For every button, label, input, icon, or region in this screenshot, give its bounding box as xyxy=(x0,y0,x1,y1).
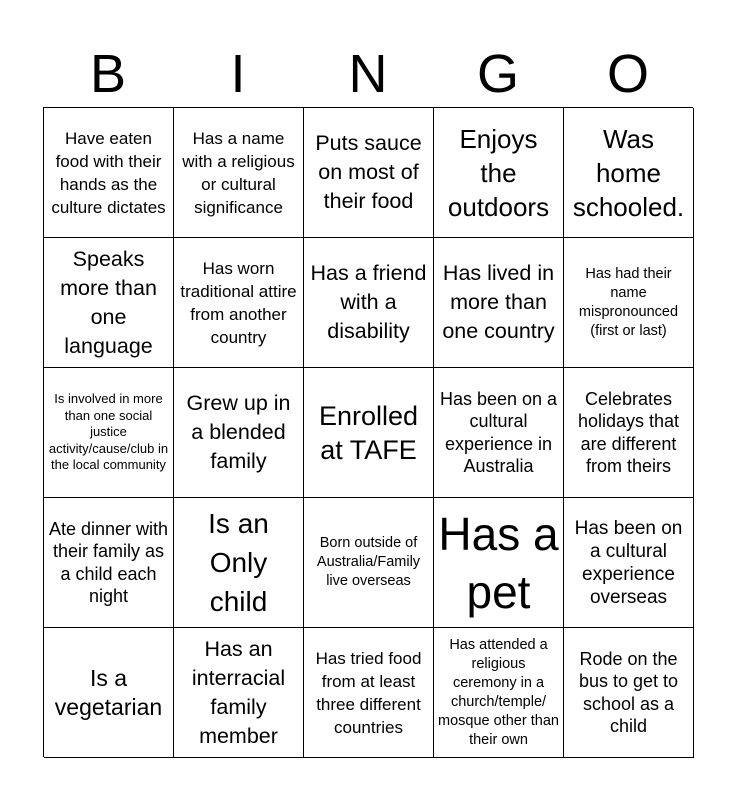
cell-text: Puts sauce on most of their food xyxy=(315,131,422,213)
cell-text: Ate dinner with their family as a child each night xyxy=(48,518,169,606)
cell-text: Has an interracial family member xyxy=(191,636,286,748)
bingo-cell[interactable] xyxy=(564,108,694,238)
header-letter-o: O xyxy=(606,44,649,104)
bingo-cell[interactable] xyxy=(304,108,434,238)
bingo-cell[interactable] xyxy=(44,108,174,238)
bingo-cell[interactable] xyxy=(174,498,304,628)
bingo-cell[interactable] xyxy=(564,368,694,498)
cell-text: Has a pet xyxy=(438,507,559,618)
cell-text: Enjoys the outdoors xyxy=(447,123,550,222)
cell-text: Has been on a cultural experience overseas xyxy=(574,517,683,608)
cell-text: Enrolled at TAFE xyxy=(318,400,419,465)
bingo-cell[interactable] xyxy=(304,368,434,498)
cell-text: Rode on the bus to get to school as a child xyxy=(578,648,679,736)
bingo-cell[interactable] xyxy=(44,628,174,758)
bingo-cell[interactable] xyxy=(434,108,564,238)
cell-text: Has had their name mispronounced (first or last) xyxy=(578,265,679,339)
bingo-cell[interactable] xyxy=(304,628,434,758)
bingo-header xyxy=(43,44,693,104)
header-letter-i: I xyxy=(230,44,246,104)
cell-text: Was home schooled. xyxy=(572,123,685,222)
bingo-cell[interactable] xyxy=(174,368,304,498)
cell-text: Has a friend with a disability xyxy=(310,261,427,343)
bingo-grid xyxy=(43,107,693,757)
header-letter-b: B xyxy=(89,44,127,104)
bingo-cell[interactable] xyxy=(434,368,564,498)
cell-text: Has attended a religious ceremony in a church/temple/ mosque other than their own xyxy=(438,636,559,748)
cell-text: Has worn traditional attire from another country xyxy=(180,258,297,347)
header-letter-n: N xyxy=(348,44,388,104)
cell-text: Has lived in more than one country xyxy=(442,261,555,343)
header-letter-g: G xyxy=(476,44,519,104)
bingo-cell[interactable] xyxy=(564,628,694,758)
bingo-cell[interactable] xyxy=(304,498,434,628)
cell-text: Speaks more than one language xyxy=(60,246,157,358)
cell-text: Celebrates holidays that are different from theirs xyxy=(577,388,680,476)
cell-text: Is involved in more than one social justice activity/cause/club in the local community xyxy=(48,391,169,473)
cell-text: Has tried food from at least three different countries xyxy=(315,648,422,737)
bingo-cell[interactable] xyxy=(44,498,174,628)
cell-text: Is a vegetarian xyxy=(54,664,163,720)
cell-text: Has been on a cultural experience in Australia xyxy=(439,388,558,476)
bingo-cell[interactable] xyxy=(44,368,174,498)
bingo-cell[interactable] xyxy=(304,238,434,368)
bingo-cell[interactable] xyxy=(174,108,304,238)
bingo-cell[interactable] xyxy=(564,238,694,368)
bingo-cell[interactable] xyxy=(434,238,564,368)
bingo-cell[interactable] xyxy=(564,498,694,628)
bingo-cell[interactable] xyxy=(434,628,564,758)
bingo-cell[interactable] xyxy=(434,498,564,628)
cell-text: Have eaten food with their hands as the culture dictates xyxy=(51,128,166,217)
bingo-cell[interactable] xyxy=(44,238,174,368)
bingo-cell[interactable] xyxy=(174,238,304,368)
bingo-cell[interactable] xyxy=(174,628,304,758)
cell-text: Born outside of Australia/Family live overseas xyxy=(316,535,421,589)
cell-text: Grew up in a blended family xyxy=(186,391,291,473)
cell-text: Is an Only child xyxy=(208,508,269,617)
cell-text: Has a name with a religious or cultural significance xyxy=(182,128,295,217)
